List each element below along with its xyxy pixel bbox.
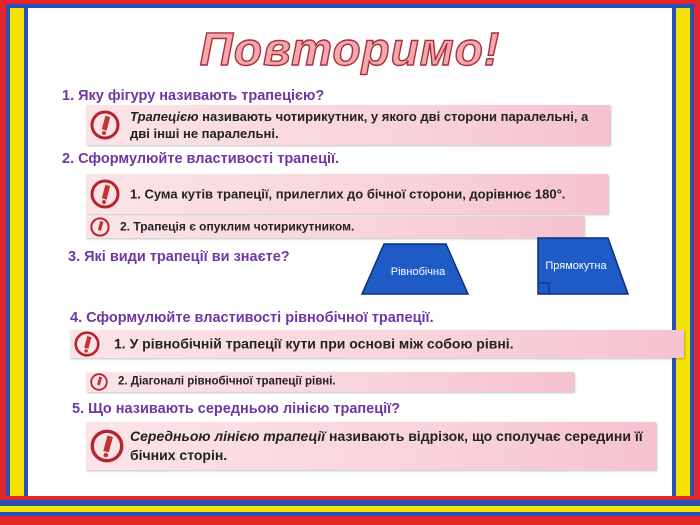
right-trapezoid-label: Прямокутна bbox=[545, 260, 607, 272]
answer-midline-card bbox=[86, 422, 656, 470]
slide-title: Повторимо! bbox=[199, 23, 501, 75]
pencil-note-icon bbox=[90, 217, 110, 237]
question-2: 2. Сформулюйте властивості трапеції. bbox=[62, 151, 340, 167]
answer-isosceles-2-card bbox=[86, 372, 574, 392]
answer-definition-card bbox=[86, 105, 610, 145]
midline-rest: називають відрізок, що сполучає середини її бічних сторін. bbox=[130, 428, 643, 463]
answer-midline-text bbox=[130, 427, 648, 465]
question-1: 1. Яку фігуру називають трапецією? bbox=[62, 88, 325, 104]
answer-property-2-card bbox=[86, 216, 584, 238]
definition-term: Трапецією bbox=[130, 109, 199, 124]
answer-property-1-text: 1. Сума кутів трапеції, прилеглих до бічної сторони, дорівнює 180°. bbox=[130, 186, 566, 202]
question-4: 4. Сформулюйте властивості рівнобічної трапеції. bbox=[70, 310, 434, 326]
question-3: 3. Які види трапеції ви знаєте? bbox=[68, 249, 290, 265]
definition-rest: називають чотирикутник, у якого дві сторони паралельні, а дві інші не паралельні. bbox=[130, 109, 589, 141]
answer-property-2-text: 2. Трапеція є опуклим чотирикутником. bbox=[120, 219, 355, 234]
answer-isosceles-2-text: 2. Діагоналі рівнобічної трапеції рівні. bbox=[118, 375, 336, 388]
pencil-note-icon bbox=[74, 331, 100, 357]
question-5: 5. Що називають середньою лінією трапеції? bbox=[72, 401, 401, 417]
pencil-note-icon bbox=[90, 429, 124, 463]
isosceles-label: Рівнобічна bbox=[390, 266, 446, 278]
answer-definition-text bbox=[130, 108, 602, 142]
pencil-note-icon bbox=[90, 373, 108, 391]
answer-isosceles-1-card bbox=[70, 330, 684, 358]
midline-term: Середньою лінією трапеції bbox=[130, 428, 326, 444]
pencil-note-icon bbox=[90, 110, 120, 140]
answer-property-1-card bbox=[86, 174, 608, 214]
answer-isosceles-1-text: 1. У рівнобічній трапеції кути при основі між собою рівні. bbox=[114, 335, 514, 352]
pencil-note-icon bbox=[90, 179, 120, 209]
